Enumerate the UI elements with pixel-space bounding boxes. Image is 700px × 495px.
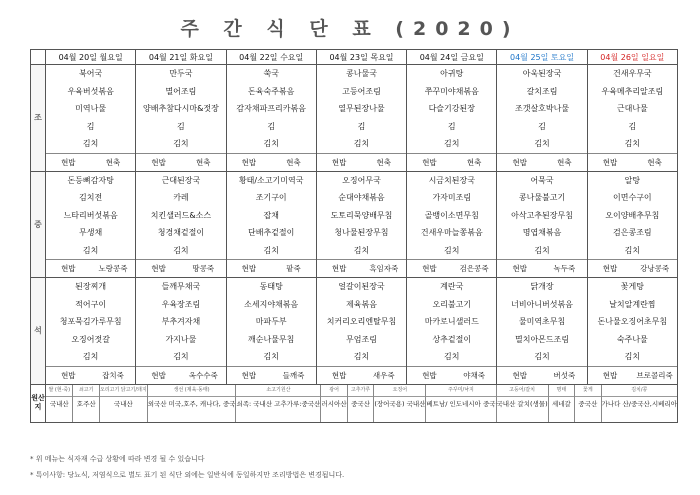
origin-country: 외국산 미국,호주, 캐나다, 중국 [147, 399, 236, 408]
dish-item: 김치 [353, 245, 370, 255]
menu-cell [497, 171, 587, 278]
dish-item: 김 [447, 121, 456, 131]
dish-item: 김치 [263, 352, 279, 361]
rice-porridge-row [227, 366, 316, 384]
dish-item: 느타리버섯볶음 [63, 210, 118, 220]
origin-item-name: 광어 [321, 385, 346, 397]
origin-cell [347, 385, 373, 422]
porridge-label: 현축 [286, 157, 301, 167]
dish-item: 미역나물 [75, 104, 107, 113]
rice-label: 현밥 [331, 370, 347, 380]
dish-item: 감자채파프리카볶음 [236, 104, 306, 113]
menu-cell [316, 278, 406, 385]
dish-item: 멸치아몬드조림 [514, 334, 570, 344]
dish-item: 양배추참다시마&젓장 [143, 104, 219, 113]
rice-porridge-row [407, 259, 496, 277]
dish-item: 김치 [82, 245, 99, 255]
dish-item: 가자미조림 [432, 193, 472, 202]
origin-row [31, 384, 678, 422]
origin-item-name: 생선 (제육·동태) [148, 385, 236, 397]
dish-item: 숙주나물 [616, 334, 648, 344]
rice-porridge-row [227, 259, 316, 277]
day-header-sunday: 04월 26일 일요일 [587, 50, 677, 65]
dish-item: 김치 [173, 245, 189, 255]
dish-item: 김치 [534, 139, 550, 148]
rice-label: 현밥 [512, 370, 527, 380]
menu-cell [226, 278, 316, 385]
corner-cell [31, 50, 46, 65]
dish-item: 청나물된장무침 [334, 228, 389, 237]
dish-item: 치킨샐러드&소스 [150, 210, 212, 220]
dish-item: 무엄조림 [346, 334, 377, 344]
dish-item: 김치 [444, 352, 460, 361]
menu-cell [587, 171, 677, 278]
menu-cell [136, 171, 226, 278]
dish-item: 김치 [353, 139, 370, 148]
dish-item: 아욱된장국 [522, 69, 562, 78]
rice-porridge-row [497, 366, 586, 384]
dish-item: 김 [86, 121, 95, 131]
origin-item-name: 쇠고기 [73, 385, 98, 397]
rice-label: 현밥 [241, 264, 257, 273]
dish-item: 가지나물 [165, 334, 197, 344]
menu-cell [407, 65, 497, 172]
rice-porridge-row [588, 366, 677, 384]
rice-porridge-row [317, 153, 406, 171]
dish-item: 제육볶음 [346, 299, 377, 309]
dish-item: 알탕 [624, 175, 641, 185]
dish-item: 쭈꾸미야채볶음 [424, 86, 479, 96]
dish-item: 마카로니샐러드 [424, 317, 479, 326]
origin-item-name: 오리고기 닭고기/돼지 [100, 385, 147, 397]
rice-porridge-row [136, 259, 225, 277]
day-header: 04월 24일 금요일 [407, 50, 497, 65]
menu-cell [316, 65, 406, 172]
dish-item: 골뱅이소면무침 [424, 210, 479, 220]
origin-item-name: 김치/콩 [602, 385, 677, 397]
dish-item: 물미역초무침 [518, 317, 566, 326]
dish-item: 청경채겉절이 [157, 228, 205, 237]
porridge-label: 버섯죽 [553, 370, 576, 380]
origin-cell [425, 385, 495, 422]
rice-label: 현밥 [512, 157, 527, 167]
porridge-label: 현축 [647, 157, 662, 167]
origin-country: 세네갈 [551, 399, 571, 408]
dish-item: 김 [267, 121, 276, 131]
dish-item: 순대야채볶음 [338, 193, 385, 202]
dish-item: 마파두부 [255, 317, 287, 326]
menu-cell [497, 65, 587, 172]
dish-item: 상추겉절이 [432, 334, 472, 344]
dish-item: 황태/소고기미역국 [238, 175, 304, 185]
dish-item: 우육장조림 [161, 299, 201, 309]
dish-item: 쑥국 [263, 69, 279, 78]
dish-item: 우육버섯볶음 [67, 86, 114, 96]
dish-item: 무생채 [79, 228, 103, 237]
porridge-label: 검은콩죽 [459, 264, 489, 273]
origin-item-name: 소고기원산 [236, 385, 320, 397]
rice-label: 현밥 [602, 264, 618, 273]
day-header: 04월 21일 화요일 [136, 50, 226, 65]
origin-country: 베트남/ 인도네시아 중국 [426, 399, 496, 408]
porridge-label: 현축 [376, 157, 392, 167]
menu-cell [226, 65, 316, 172]
porridge-label: 팥죽 [286, 264, 301, 273]
rice-porridge-row [407, 153, 496, 171]
menu-cell [407, 171, 497, 278]
rice-label: 현밥 [151, 370, 166, 380]
dish-item: 김치전 [79, 193, 103, 202]
porridge-label: 들깨죽 [282, 370, 305, 380]
dish-item: 김 [538, 121, 546, 131]
meal-label: 석 [31, 278, 46, 385]
dish-item: 김치 [263, 245, 279, 255]
rice-porridge-row [46, 366, 135, 384]
menu-cell [46, 171, 136, 278]
dish-item: 열무된장나물 [338, 104, 385, 113]
dish-item: 부추겨자채 [161, 317, 201, 326]
porridge-label: 흑임자죽 [369, 264, 399, 273]
dish-item: 우육메추리알조림 [601, 86, 664, 96]
dish-item: 김치 [534, 245, 550, 255]
rice-porridge-row [317, 259, 406, 277]
rice-porridge-row [227, 153, 316, 171]
origin-country: 중국산 [578, 399, 598, 408]
dish-item: 김치 [444, 245, 460, 255]
dish-item: 카레 [173, 193, 189, 202]
rice-label: 현밥 [512, 264, 527, 273]
dish-item: 청포묵김가루무침 [59, 317, 122, 326]
origin-cell [496, 385, 548, 422]
dish-item: 김치 [624, 245, 641, 255]
dish-item: 김 [357, 121, 366, 131]
dish-item: 근대된장국 [161, 175, 201, 185]
dish-item: 어묵국 [530, 175, 554, 185]
dish-item: 김치 [353, 352, 370, 361]
porridge-label: 땅콩죽 [192, 264, 215, 273]
day-header: 04월 23일 목요일 [316, 50, 406, 65]
origin-cell [548, 385, 574, 422]
porridge-label: 현축 [466, 157, 482, 167]
dish-item: 김치 [624, 139, 641, 148]
dish-item: 아귀탕 [440, 69, 464, 78]
dish-item: 이면수구이 [613, 193, 652, 202]
menu-cell [497, 278, 587, 385]
origin-cell [601, 385, 677, 422]
rice-porridge-row [497, 259, 586, 277]
dish-item: 잡채 [263, 210, 279, 220]
note-line: * 특이사항: 당뇨식, 저염식으로 별도 표기 된 식단 외에는 일반식에 동일하지만 조리방법은 변경됩니다. [30, 471, 345, 479]
dish-item: 오리불고기 [432, 299, 472, 309]
porridge-label: 옥수수죽 [188, 370, 218, 380]
menu-cell [46, 65, 136, 172]
dish-item: 돈나물오징어초무침 [597, 317, 668, 326]
dish-item: 시금치된장국 [428, 175, 475, 185]
dish-item: 단배추겉절이 [248, 228, 295, 237]
dish-item: 건새우마늘쫑볶음 [420, 228, 483, 237]
rice-porridge-row [136, 366, 225, 384]
origin-cell [46, 385, 72, 422]
dish-item: 닭개장 [530, 282, 554, 291]
dish-item: 깨순나물무침 [248, 334, 295, 344]
porridge-label: 현축 [195, 157, 211, 167]
origin-grid [46, 384, 678, 422]
dish-item: 된장찌개 [75, 282, 107, 291]
dish-item: 조기구이 [255, 193, 287, 202]
dish-item: 김치 [263, 139, 279, 148]
menu-cell [226, 171, 316, 278]
porridge-label: 새우죽 [372, 370, 395, 380]
dish-item: 콩나물국 [346, 69, 377, 78]
rice-label: 현밥 [151, 157, 166, 167]
menu-cell [136, 278, 226, 385]
origin-item-name: 고추가루 [348, 385, 373, 397]
dish-item: 김 [628, 121, 637, 131]
meal-label: 중 [31, 171, 46, 278]
dish-item: 명엽채볶음 [522, 228, 562, 237]
origin-cell [99, 385, 147, 422]
origin-country: (장어국용) 국내산 [374, 399, 426, 408]
origin-country: 국내산 [113, 399, 133, 408]
origin-cell [574, 385, 600, 422]
origin-cell [72, 385, 98, 422]
dish-item: 갈치조림 [526, 86, 558, 96]
rice-label: 현밥 [331, 264, 347, 273]
rice-label: 현밥 [241, 157, 257, 167]
dish-item: 들깨무채국 [161, 282, 201, 291]
origin-label: 원산지 [31, 384, 46, 422]
dish-item: 돈등뼈감자탕 [67, 175, 114, 185]
origin-country: 국내산 갈치(생물) [496, 399, 548, 408]
page-title: 주 간 식 단 표 (2020) [180, 18, 520, 40]
rice-label: 현밥 [422, 370, 437, 380]
dish-item: 오징어젓갈 [71, 334, 110, 344]
origin-cell [235, 385, 320, 422]
porridge-label: 브로콜리죽 [636, 370, 673, 380]
origin-cell [320, 385, 346, 422]
rice-label: 현밥 [61, 157, 76, 167]
origin-item-name: 고등어/갈치 [497, 385, 548, 397]
dish-item: 건새우무국 [613, 69, 652, 78]
rice-label: 현밥 [422, 264, 437, 273]
menu-cell [587, 278, 677, 385]
origin-item-name: 오징어 [374, 385, 425, 397]
rice-porridge-row [317, 366, 406, 384]
rice-label: 현밥 [602, 370, 618, 380]
rice-label: 현밥 [422, 157, 437, 167]
rice-porridge-row [497, 153, 586, 171]
porridge-label: 노랑콩죽 [98, 264, 128, 273]
dish-item: 도토리묵양배무침 [330, 210, 393, 220]
dish-item: 김치 [82, 139, 99, 148]
rice-porridge-row [46, 259, 135, 277]
dish-item: 근대나물 [616, 104, 648, 113]
dish-item: 김치 [534, 352, 550, 361]
menu-cell [407, 278, 497, 385]
menu-cell [587, 65, 677, 172]
day-header-saturday: 04월 25일 토요일 [497, 50, 587, 65]
porridge-label: 잡치죽 [102, 370, 124, 380]
rice-label: 현밥 [61, 264, 76, 273]
origin-item-name: 명태 [549, 385, 574, 397]
rice-label: 현밥 [61, 370, 76, 380]
meal-row-dinner [31, 278, 678, 385]
origin-cell [373, 385, 425, 422]
dish-item: 적어구이 [75, 299, 107, 309]
dish-item: 동태탕 [259, 282, 283, 291]
rice-label: 현밥 [602, 157, 618, 167]
day-header: 04월 20일 월요일 [46, 50, 136, 65]
menu-cell [316, 171, 406, 278]
dish-item: 꽃게탕 [620, 282, 644, 291]
porridge-label: 강낭콩죽 [640, 264, 670, 273]
dish-item: 고등어조림 [342, 86, 381, 96]
dish-item: 멸어조림 [165, 86, 197, 96]
dish-item: 날치알계란찜 [609, 299, 656, 309]
dish-item: 너비아니버섯볶음 [511, 299, 573, 309]
dish-item: 아삭고추된장무침 [511, 210, 573, 220]
origin-country: 쇠족: 국내산 고추가루:중국산 [236, 399, 321, 408]
dish-item: 만두국 [169, 69, 193, 78]
rice-label: 현밥 [151, 264, 166, 273]
origin-country: 중국산 [351, 399, 370, 408]
dish-item: 소세지야채볶음 [244, 299, 299, 309]
meal-row-breakfast [31, 65, 678, 172]
origin-country: 호주산 [76, 399, 96, 408]
dish-item: 다슬기강된장 [428, 104, 475, 113]
dish-item: 오이양배추무침 [605, 210, 660, 220]
porridge-label: 현축 [105, 157, 121, 167]
meal-row-lunch [31, 171, 678, 278]
origin-country: 러시아산 [321, 399, 347, 408]
notes [30, 451, 344, 483]
dish-item: 김 [177, 121, 185, 131]
dish-item: 얼갈이된장국 [338, 282, 385, 291]
note-line: * 위 메뉴는 식자재 수급 상황에 따라 변경 될 수 있습니다 [30, 455, 205, 463]
dish-item: 김치 [82, 352, 99, 361]
menu-cell [46, 278, 136, 385]
dish-item: 김치 [624, 352, 641, 361]
origin-cell [147, 385, 236, 422]
dish-item: 콩나물불고기 [518, 193, 566, 202]
porridge-label: 현축 [557, 157, 572, 167]
rice-porridge-row [588, 259, 677, 277]
rice-porridge-row [46, 153, 135, 171]
dish-item: 조갯살호박나물 [514, 104, 570, 113]
dish-item: 치커리오리엔탈무침 [326, 317, 397, 326]
rice-porridge-row [136, 153, 225, 171]
rice-porridge-row [407, 366, 496, 384]
dish-item: 김치 [173, 352, 189, 361]
origin-item-name: 주꾸미/낙지 [426, 385, 495, 397]
dish-item: 계란국 [440, 282, 464, 291]
dish-item: 오징어무국 [342, 175, 381, 185]
origin-country: 가나다 산/중국산,시베리아 [601, 399, 677, 408]
menu-cell [136, 65, 226, 172]
origin-item-name: 쌀 (현·죽) [46, 385, 72, 397]
rice-label: 현밥 [241, 370, 257, 380]
dish-item: 돈육숙주볶음 [248, 86, 295, 96]
dish-item: 검은콩조림 [613, 228, 652, 237]
origin-country: 국내산 [49, 399, 69, 408]
date-header-row [31, 50, 678, 65]
dish-item: 북어국 [79, 69, 103, 78]
dish-item: 김치 [173, 139, 189, 148]
origin-item-name: 꽃게 [575, 385, 600, 397]
day-header: 04월 22일 수요일 [226, 50, 316, 65]
rice-label: 현밥 [331, 157, 347, 167]
porridge-label: 녹두죽 [553, 264, 576, 273]
rice-porridge-row [588, 153, 677, 171]
dish-item: 김치 [444, 139, 460, 148]
porridge-label: 야채죽 [463, 370, 485, 380]
meal-label: 조 [31, 65, 46, 172]
weekly-menu-table [30, 49, 678, 423]
